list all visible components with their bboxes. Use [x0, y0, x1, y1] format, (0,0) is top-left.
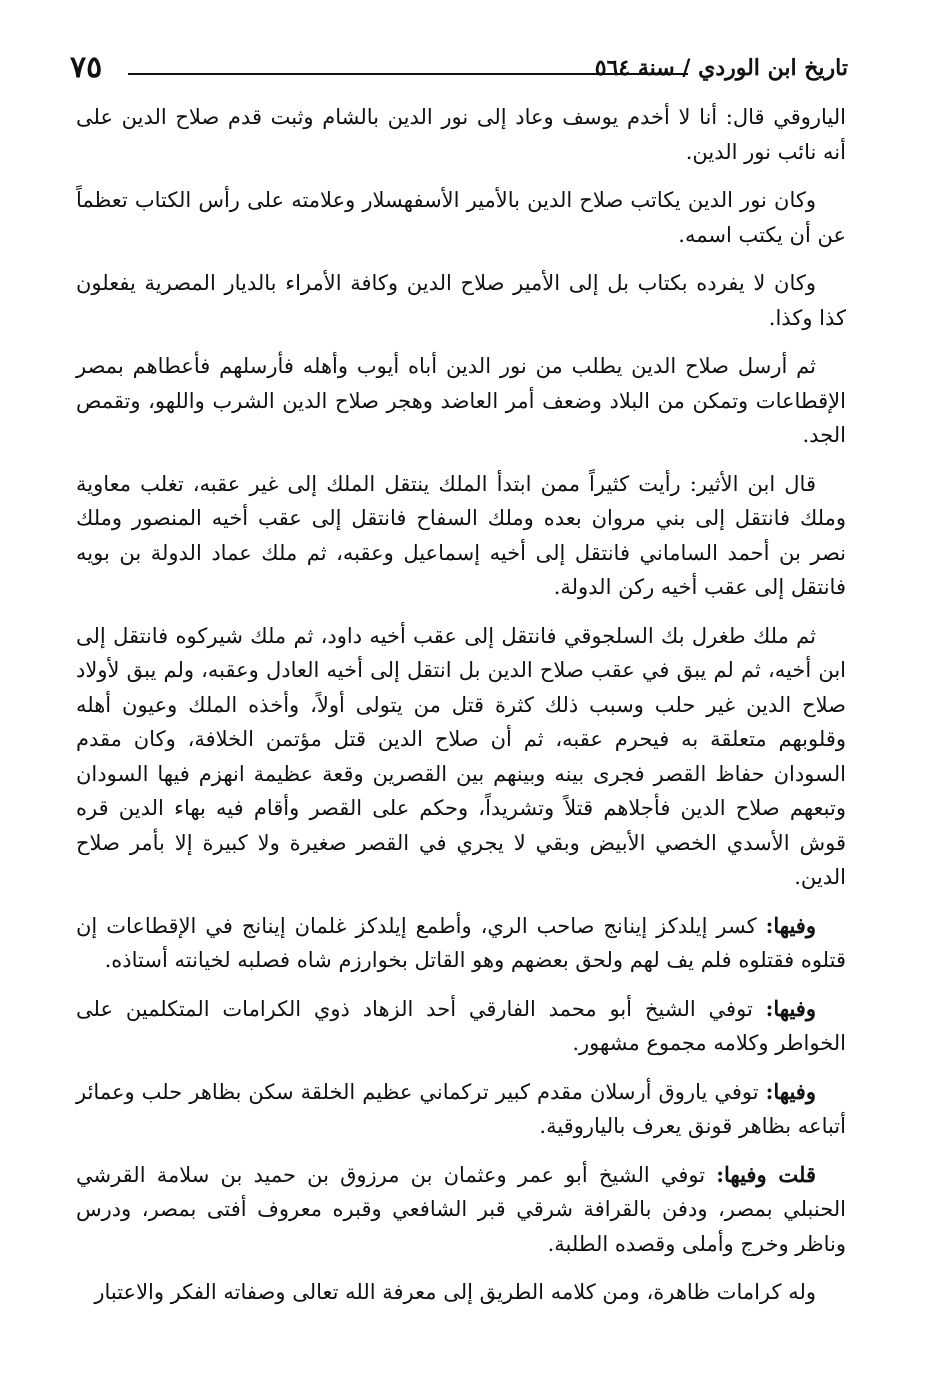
body-text: [76, 100, 846, 1324]
paragraph-text: الياروقي قال: أنا لا أخدم يوسف وعاد إلى نور الدين بالشام وثبت قدم صلاح الدين على أنه نائب نور الدين.: [76, 105, 846, 164]
paragraph-text: توفي ياروق أرسلان مقدم كبير تركماني عظيم الخلقة سكن بظاهر حلب وعمائر أتباعه بظاهر قونق يعرف بالياروقية.: [76, 1079, 846, 1138]
paragraph-text: ثم أرسل صلاح الدين يطلب من نور الدين أباه أيوب وأهله فأرسلهم فأعطاهم بمصر الإقطاعات وتمكن من البلاد وضعف أمر العاضد وهجر صلاح الدين الشرب واللهو، وتقمص الجد.: [76, 354, 846, 447]
paragraph: [76, 467, 846, 605]
paragraph: [76, 909, 846, 978]
page-number: ٧٥: [70, 50, 103, 85]
paragraph-text: ثم ملك طغرل بك السلجوقي فانتقل إلى عقب أخيه داود، ثم ملك شيركوه فانتقل إلى ابن أخيه، ثم لم يبق في عقب صلاح الدين بل انتقل إلى أخيه العادل وعقبه، ولم يبق لأولاد صلاح الدين غير حلب وسبب ذلك كثرة قتل من يتولى أولاً، وأخذه الملك وعيون أهله وقلوبهم متعلقة به فيحرم عقبه، ثم أن صلاح الدين قتل مؤتمن الخلافة، وكان مقدم السودان حفاظ القصر فجرى بينه وبينهم بين القصرين وقعة عظيمة انهزم فيها السودان وتبعهم صلاح الدين فأجلاهم قتلاً وتشريداً، وحكم على القصر وأقام فيه بهاء الدين قره قوش الأسدي الخصي الأبيض وبقي لا يجري في القصر صغيرة ولا كبيرة إلا بأمر صلاح الدين.: [76, 623, 846, 889]
paragraph-lead: وفيها:: [765, 995, 816, 1021]
paragraph: [76, 183, 846, 252]
paragraph-lead: قلت وفيها:: [716, 1161, 816, 1187]
paragraph-text: توفي الشيخ أبو محمد الفارقي أحد الزهاد ذوي الكرامات المتكلمين على الخواطر وكلامه مجموع مشهور.: [76, 996, 846, 1055]
paragraph: [76, 1275, 846, 1310]
paragraph: [76, 1075, 846, 1144]
running-title: تاريخ ابن الوردي / سنة ٥٦٤: [594, 55, 848, 81]
paragraph-text: توفي الشيخ أبو عمر وعثمان بن مرزوق بن حميد بن سلامة القرشي الحنبلي بمصر، ودفن بالقرافة شرقي قبر الشافعي وقبره معروف أفتى بمصر، ودرس وناظر وخرج وأملى وقصده الطلبة.: [76, 1162, 846, 1256]
paragraph-text: قال ابن الأثير: رأيت كثيراً ممن ابتدأ الملك ينتقل الملك إلى غير عقبه، تغلب معاوية وملك فانتقل إلى بني مروان بعده وملك السفاح فانتقل إلى عقب أخيه المنصور وملك نصر بن أحمد الساماني فانتقل إلى أخيه إسماعيل وعقبه، ثم ملك عماد الدولة بن بويه فانتقل إلى عقب أخيه ركن الدولة.: [76, 471, 846, 599]
paragraph-text: وكان لا يفرده بكتاب بل إلى الأمير صلاح الدين وكافة الأمراء بالديار المصرية يفعلون كذا وكذا.: [76, 271, 846, 330]
paragraph-text: وكان نور الدين يكاتب صلاح الدين بالأمير الأسفهسلار وعلامته على رأس الكتاب تعظماً عن أن يكتب اسمه.: [76, 188, 846, 247]
page-header: [70, 46, 848, 90]
paragraph: [76, 619, 846, 895]
paragraph: [76, 349, 846, 453]
paragraph: [76, 992, 846, 1061]
paragraph-text: وله كرامات ظاهرة، ومن كلامه الطريق إلى معرفة الله تعالى وصفاته الفكر والاعتبار: [94, 1280, 816, 1304]
paragraph-lead: وفيها:: [765, 1078, 816, 1104]
paragraph: [76, 266, 846, 335]
paragraph-lead: وفيها:: [765, 912, 816, 938]
paragraph: [76, 100, 846, 169]
paragraph: [76, 1158, 846, 1262]
paragraph-text: كسر إيلدكز إينانج صاحب الري، وأطمع إيلدكز غلمان إينانج في الإقطاعات إن قتلوه فقتلوه فلم يف لهم ولحق بعضهم وهو القاتل بخوارزم شاه فصلبه لخيانته أستاذه.: [76, 913, 846, 972]
